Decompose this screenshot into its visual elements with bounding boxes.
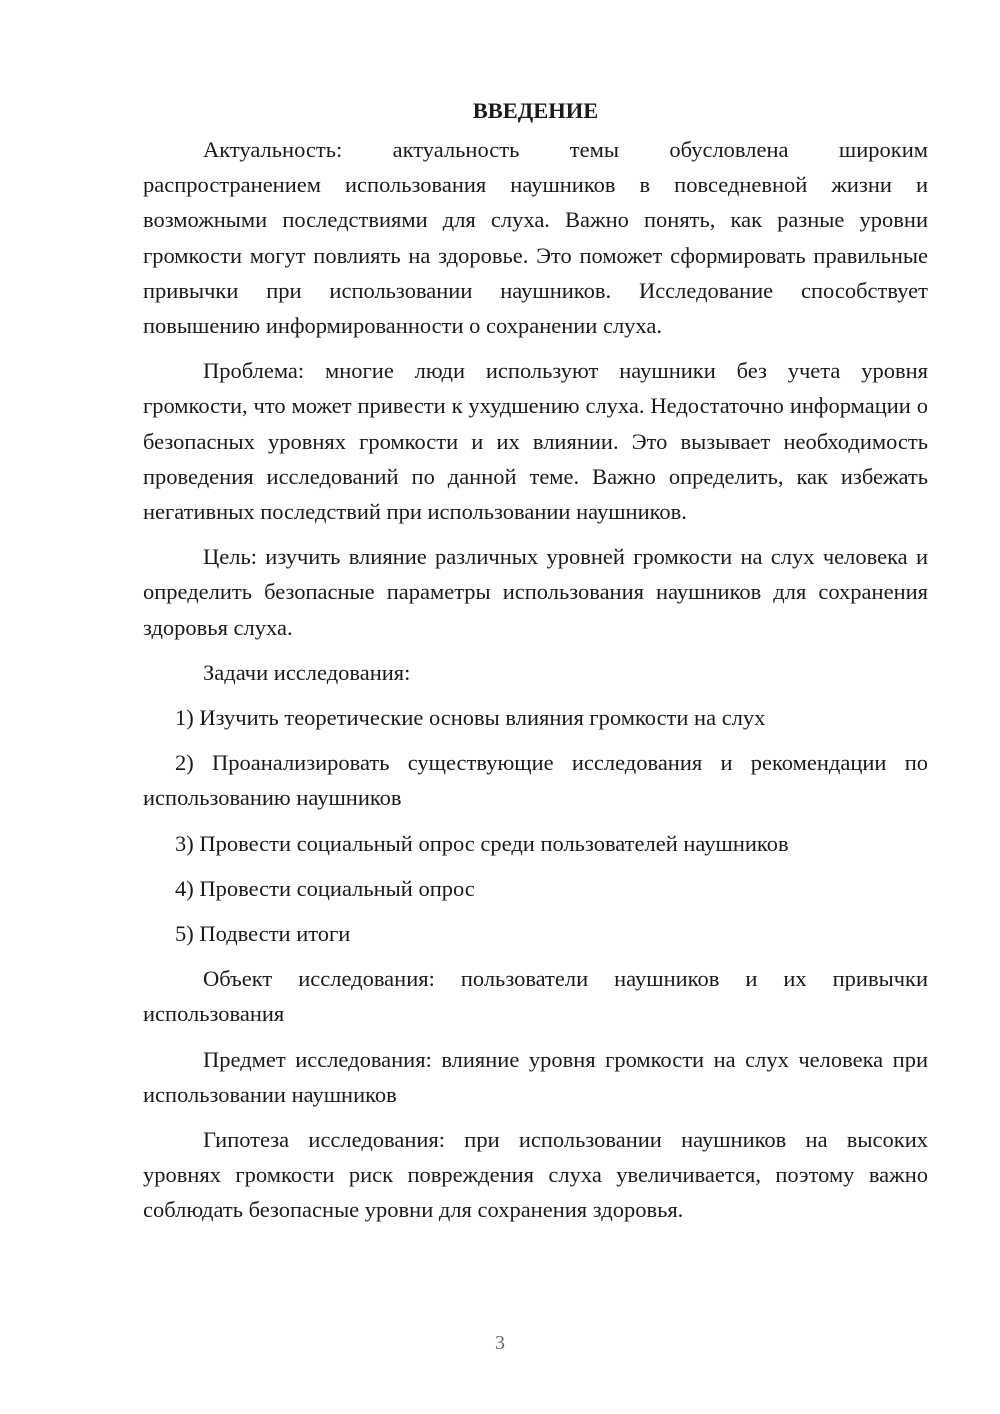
object-paragraph: Объект исследования: пользователи наушников и их привычки использования [143, 966, 928, 1027]
section-title: ВВЕДЕНИЕ [472, 98, 599, 123]
task-item: 1) Изучить теоретические основы влияния громкости на слух [175, 705, 766, 731]
problem-paragraph: Проблема: многие люди используют наушники без учета уровня громкости, что может привести к ухудшению слуха. Недостаточно информации о безопасных уровнях громкости и их влиянии. Это вызывает необходимость проведения исследований по данной теме. Важно определить, как избежать негативных последствий при использовании наушников. [143, 358, 928, 525]
page-content [143, 96, 928, 1238]
tasks-heading: Задачи исследования: [203, 659, 411, 685]
hypothesis-paragraph: Гипотеза исследования: при использовании наушников на высоких уровнях громкости риск повреждения слуха увеличивается, поэтому важно соблюдать безопасные уровни для сохранения здоровья. [143, 1127, 928, 1223]
task-item: 5) Подвести итоги [175, 921, 351, 947]
goal-paragraph: Цель: изучить влияние различных уровней громкости на слух человека и определить безопасные параметры использования наушников для сохранения здоровья слуха. [143, 544, 928, 640]
relevance-paragraph: Актуальность: актуальность темы обусловлена широким распространением использования наушников в повседневной жизни и возможными последствиями для слуха. Важно понять, как разные уровни громкости могут повлиять на здоровье. Это поможет сформировать правильные привычки при использовании наушников. Исследование способствует повышению информированности о сохранении слуха. [143, 137, 928, 339]
subject-paragraph: Предмет исследования: влияние уровня громкости на слух человека при использовании наушников [143, 1046, 928, 1107]
task-item: 4) Провести социальный опрос [175, 875, 475, 901]
page-number: 3 [495, 1332, 505, 1354]
task-item: 2) Проанализировать существующие исследования и рекомендации по использованию наушников [143, 750, 928, 811]
task-item: 3) Провести социальный опрос среди пользователей наушников [175, 830, 789, 856]
tasks-list [143, 700, 928, 951]
